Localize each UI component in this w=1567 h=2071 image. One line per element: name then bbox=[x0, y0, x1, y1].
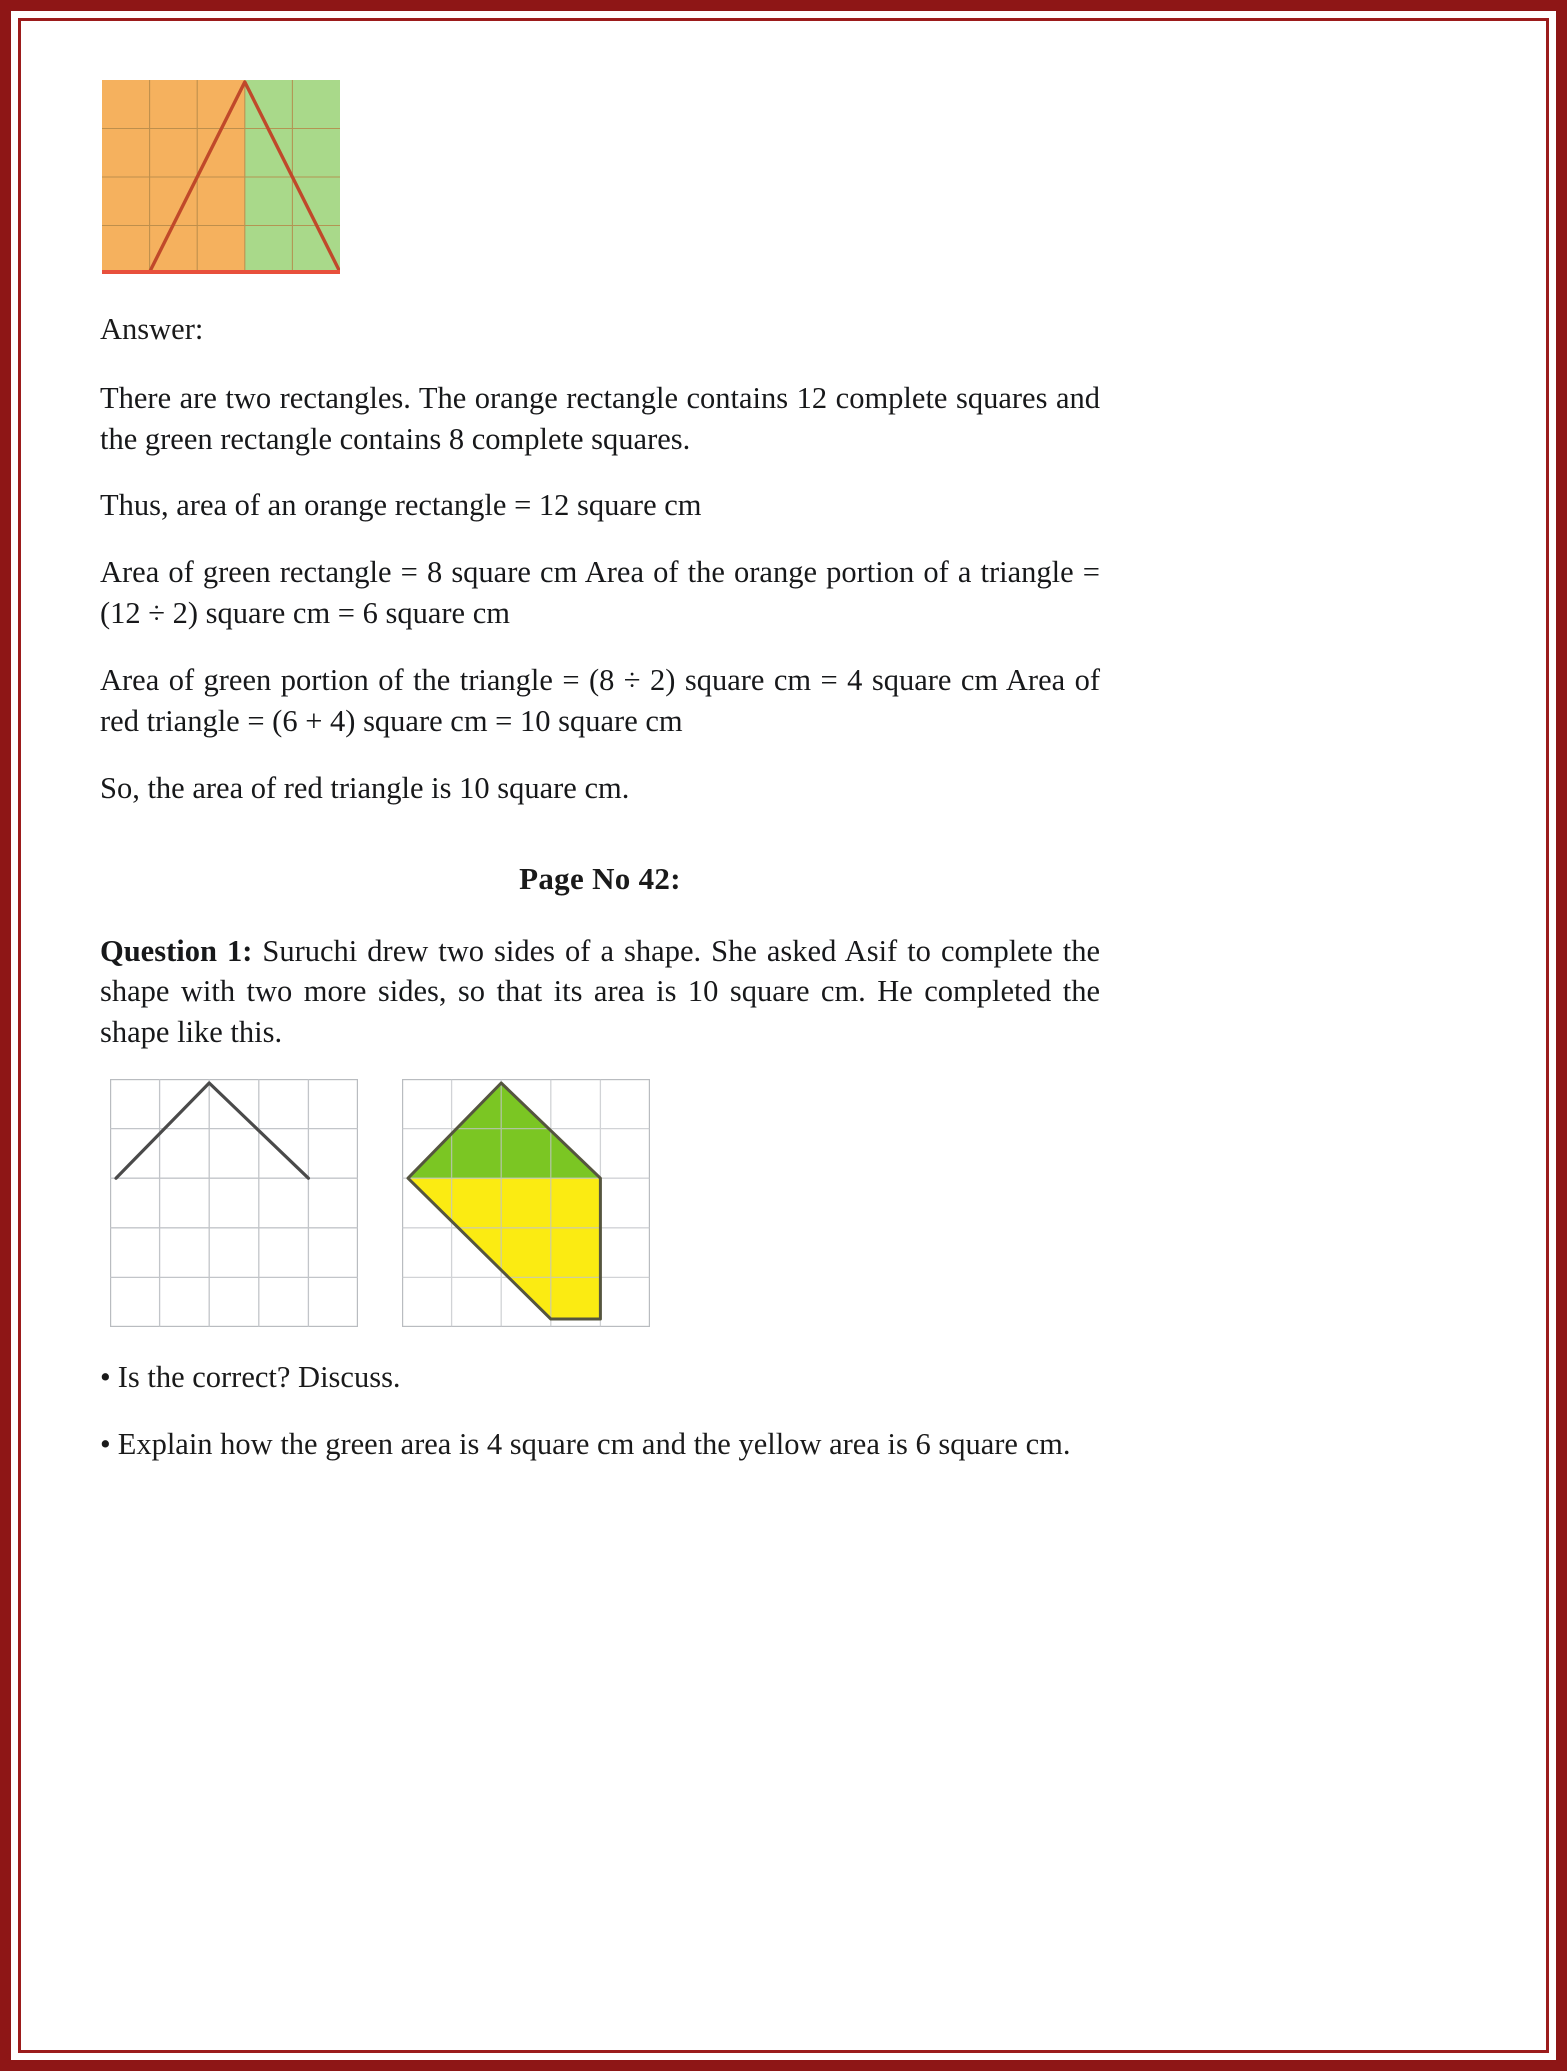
figure1-svg bbox=[102, 80, 340, 274]
answer-paragraph-3: Area of green rectangle = 8 square cm Area of the orange portion of a triangle = (12 ÷ 2) square cm = 6 square cm bbox=[100, 555, 1100, 631]
discussion-bullets bbox=[100, 1357, 1100, 1465]
answer-paragraph-2: Thus, area of an orange rectangle = 12 square cm bbox=[100, 488, 702, 523]
bullet-text-2: Explain how the green area is 4 square cm and the yellow area is 6 square cm. bbox=[117, 1426, 1071, 1461]
question-paragraph bbox=[100, 931, 1100, 1054]
page-content bbox=[100, 80, 1100, 1491]
figure2-right-svg bbox=[402, 1079, 650, 1327]
answer-paragraph-4: Area of green portion of the triangle = (8 ÷ 2) square cm = 4 square cm Area of red triangle = (6 + 4) square cm = 10 square cm bbox=[100, 662, 1100, 738]
page-no-heading: Page No 42: bbox=[519, 860, 681, 896]
answer-paragraph-1: There are two rectangles. The orange rectangle contains 12 complete squares and the green rectangle contains 8 complete squares. bbox=[100, 380, 1100, 456]
bullet-dot-icon: • bbox=[100, 1426, 111, 1461]
figure-orange-green-triangle bbox=[102, 80, 340, 274]
question-text: Suruchi drew two sides of a shape. She asked Asif to complete the shape with two more sides, so that its area is 10 square cm. He completed the shape like this. bbox=[100, 933, 1101, 1050]
bullet-item-1 bbox=[100, 1357, 1100, 1398]
answer-label: Answer: bbox=[100, 312, 204, 346]
bullet-dot-icon: • bbox=[100, 1360, 111, 1395]
figure-blank-grid bbox=[110, 1079, 358, 1327]
question-label: Question 1: bbox=[100, 933, 253, 968]
figure-row-grids bbox=[110, 1079, 1100, 1327]
bullet-text-1: Is the correct? Discuss. bbox=[117, 1360, 401, 1395]
bullet-item-2 bbox=[100, 1424, 1100, 1465]
answer-paragraph-5: So, the area of red triangle is 10 square cm. bbox=[100, 770, 630, 805]
grid-border bbox=[111, 1080, 358, 1327]
figure2-left-svg bbox=[110, 1079, 358, 1327]
figure-green-yellow-shape bbox=[402, 1079, 650, 1327]
